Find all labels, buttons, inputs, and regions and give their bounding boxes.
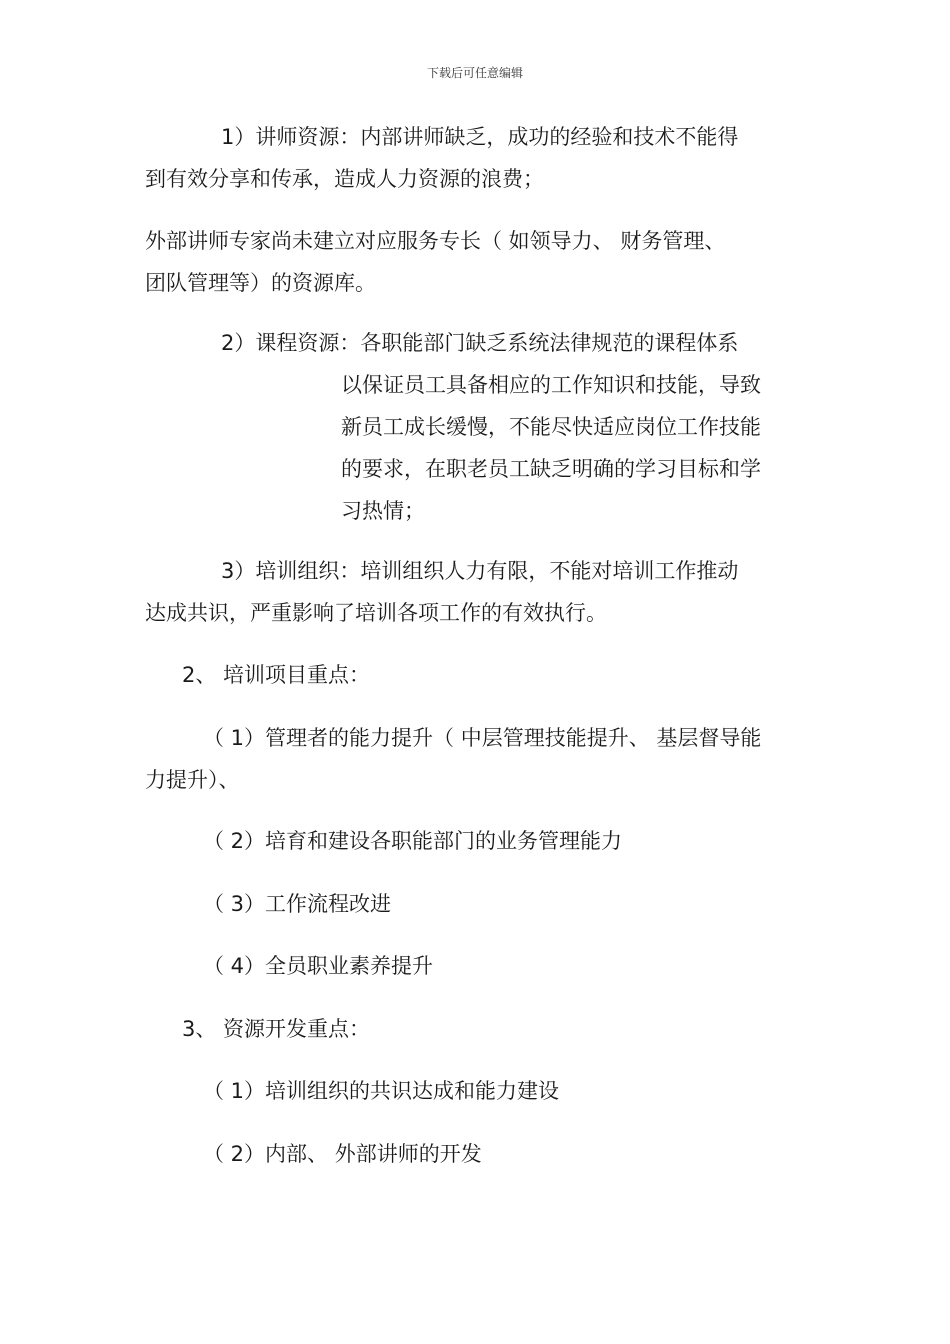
paragraph-line: 达成共识，严重影响了培训各项工作的有效执行。 xyxy=(145,601,607,625)
paragraph-external-experts xyxy=(145,220,725,304)
paragraph-line: 团队管理等）的资源库。 xyxy=(145,271,376,295)
page-header: 下载后可任意编辑 xyxy=(426,66,523,80)
paragraph-lecturer-resources xyxy=(145,116,738,200)
section-heading: 2、 培训项目重点： xyxy=(182,663,371,687)
list-item-training-3 xyxy=(203,883,391,925)
paragraph-line: 以保证员工具备相应的工作知识和技能，导致 xyxy=(341,373,761,397)
list-item-line: （ 2）培育和建设各职能部门的业务管理能力 xyxy=(203,829,623,853)
paragraph-line: 的要求，在职老员工缺乏明确的学习目标和学 xyxy=(341,457,761,481)
list-item-resource-1 xyxy=(203,1070,559,1112)
paragraph-line: 外部讲师专家尚未建立对应服务专长（ 如领导力、 财务管理、 xyxy=(145,229,726,253)
paragraph-course-resources xyxy=(221,322,738,364)
paragraph-course-resources-continued xyxy=(341,364,761,532)
paragraph-training-organization xyxy=(145,550,738,634)
paragraph-line: 到有效分享和传承，造成人力资源的浪费； xyxy=(145,167,544,191)
list-item-line: （ 2）内部、 外部讲师的开发 xyxy=(203,1142,482,1166)
list-item-training-1 xyxy=(145,717,761,801)
list-item-training-4 xyxy=(203,945,433,987)
list-item-line: 力提升）、 xyxy=(145,768,240,792)
paragraph-line: 新员工成长缓慢，不能尽快适应岗位工作技能 xyxy=(341,415,761,439)
list-item-resource-2 xyxy=(203,1133,482,1175)
list-item-line: （ 4）全员职业素养提升 xyxy=(203,954,434,978)
paragraph-line: 2）课程资源：各职能部门缺乏系统法律规范的课程体系 xyxy=(221,331,739,355)
list-item-line: （ 3）工作流程改进 xyxy=(203,892,392,916)
section-heading-training-focus xyxy=(182,654,370,696)
paragraph-line: 1）讲师资源：内部讲师缺乏，成功的经验和技术不能得 xyxy=(221,125,739,149)
section-heading: 3、 资源开发重点： xyxy=(182,1017,371,1041)
section-heading-resource-focus xyxy=(182,1008,370,1050)
paragraph-line: 习热情； xyxy=(341,499,425,523)
paragraph-line: 3）培训组织：培训组织人力有限，不能对培训工作推动 xyxy=(221,559,739,583)
list-item-training-2 xyxy=(203,820,622,862)
list-item-line: （ 1）培训组织的共识达成和能力建设 xyxy=(203,1079,560,1103)
list-item-line: （ 1）管理者的能力提升（ 中层管理技能提升、 基层督导能 xyxy=(203,726,762,750)
